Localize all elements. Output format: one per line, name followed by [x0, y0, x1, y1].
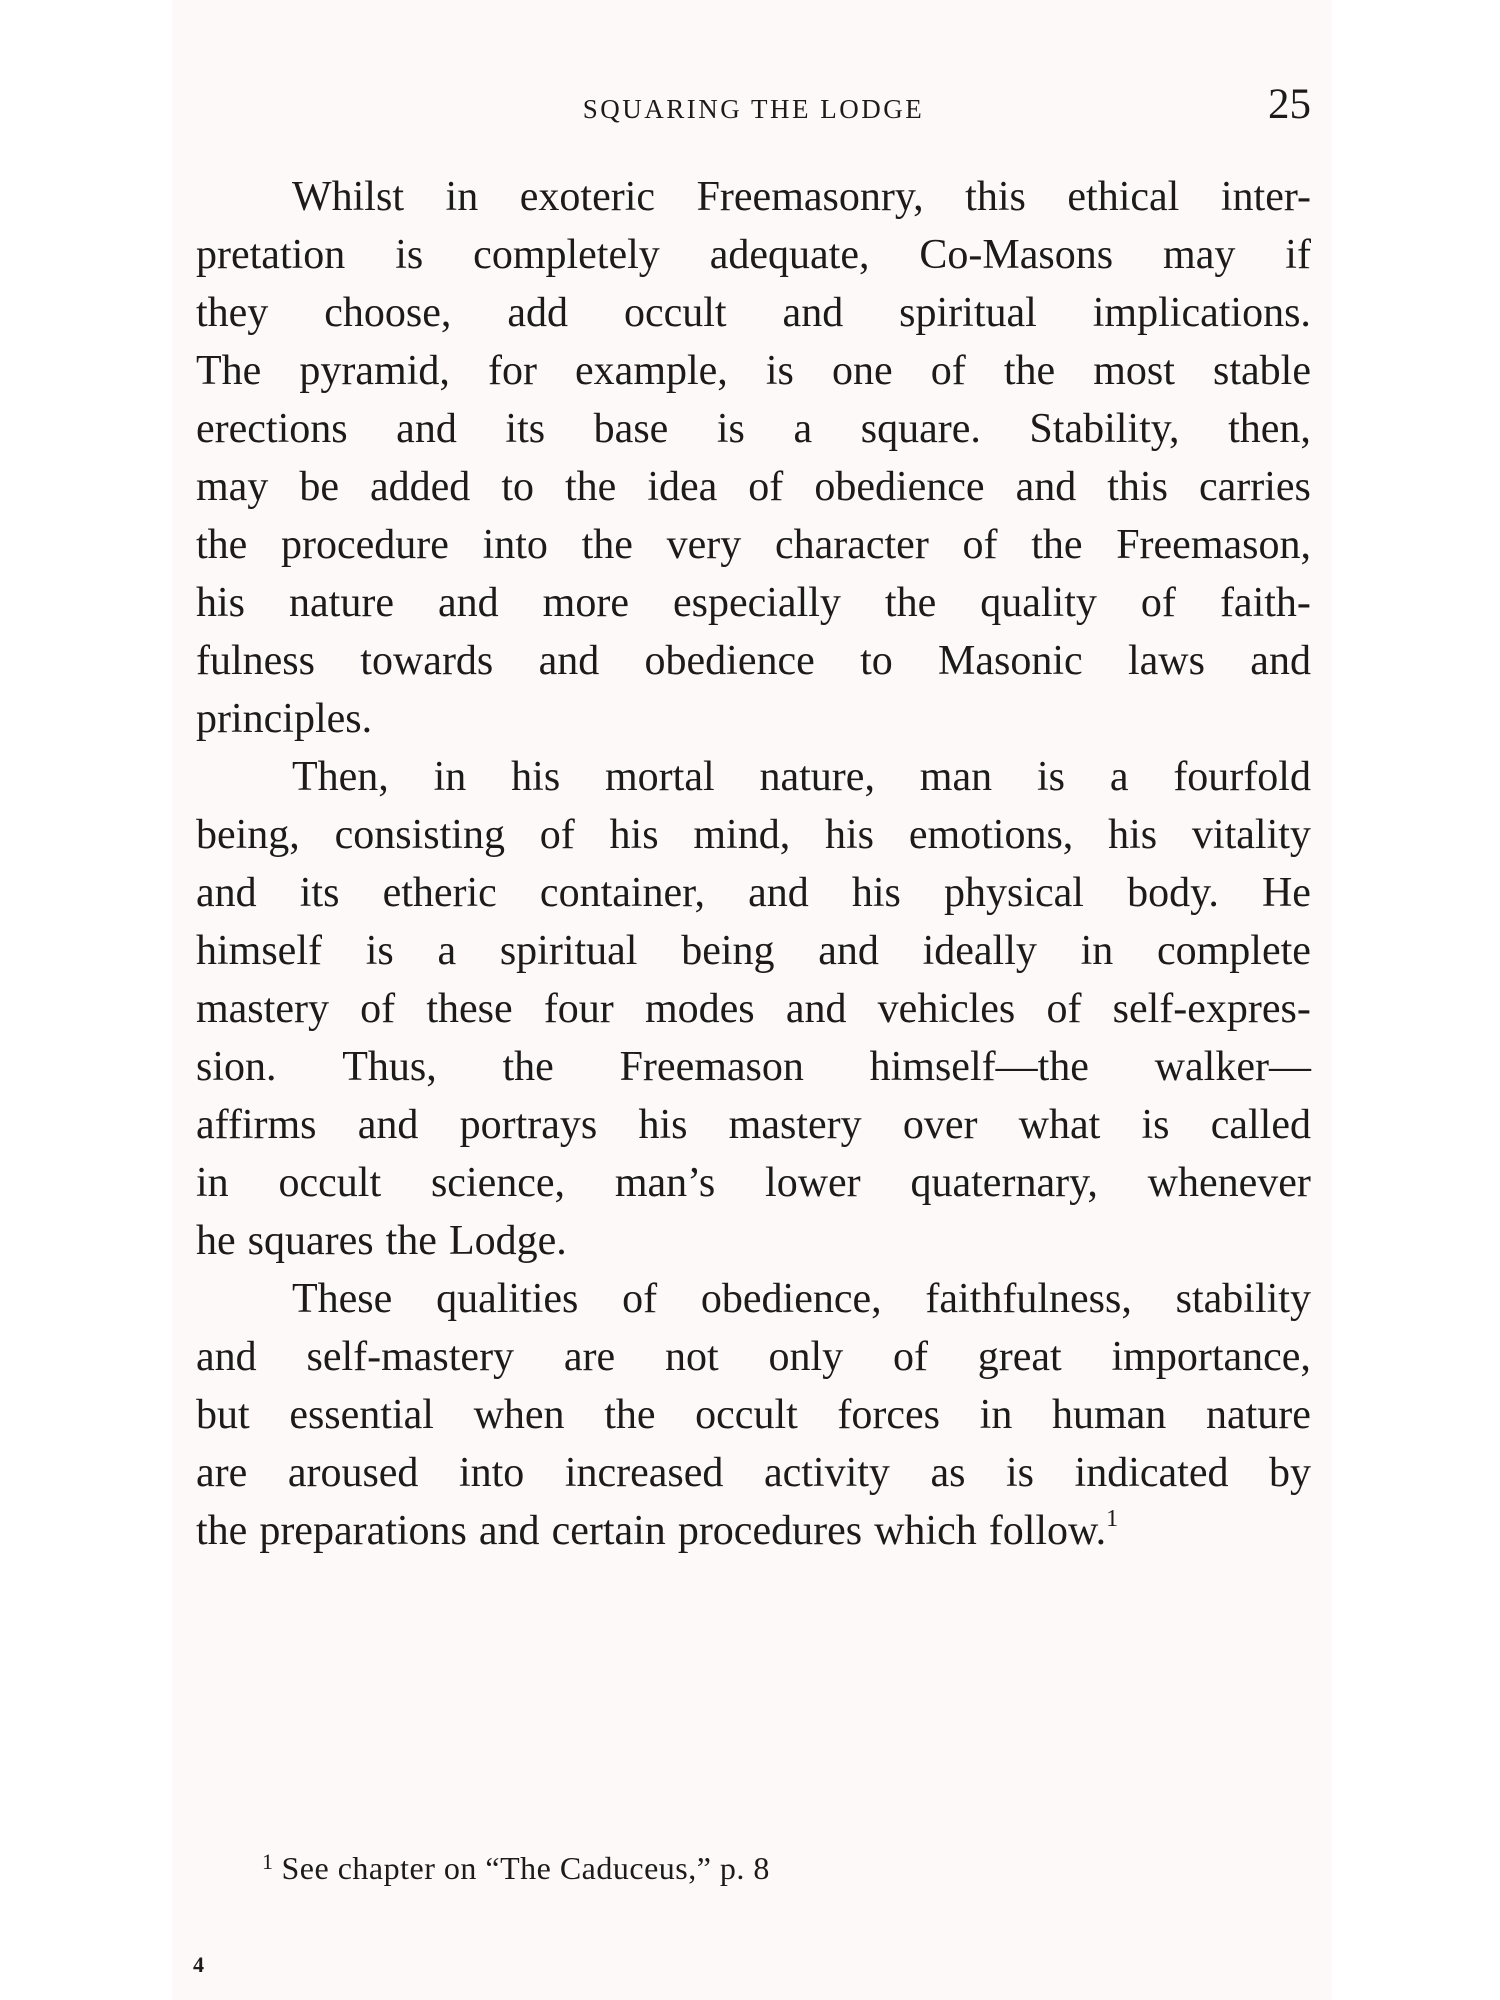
footnote-number: 1: [262, 1849, 274, 1874]
text-line: his nature and more especially the quality of faith-: [196, 580, 1311, 626]
text-line: pretation is completely adequate, Co-Masons may if: [196, 232, 1311, 278]
text-line: being, consisting of his mind, his emotions, his vitality: [196, 812, 1311, 858]
text-line: fulness towards and obedience to Masonic laws and: [196, 638, 1311, 684]
footnote: [262, 1849, 770, 1887]
page-number: 25: [1268, 81, 1311, 128]
text-line: he squares the Lodge.: [196, 1218, 567, 1264]
text-line: erections and its base is a square. Stability, then,: [196, 406, 1311, 452]
text-line: sion. Thus, the Freemason himself—the walker—: [196, 1044, 1311, 1090]
footnote-text: See chapter on “The Caduceus,” p. 8: [281, 1850, 770, 1886]
text-line: are aroused into increased activity as is indicated by: [196, 1450, 1311, 1496]
text-line: and its etheric container, and his physical body. He: [196, 870, 1311, 916]
text-line: they choose, add occult and spiritual implications.: [196, 290, 1311, 336]
text-line: Then, in his mortal nature, man is a fourfold: [292, 754, 1311, 800]
footnote-reference: 1: [1106, 1506, 1119, 1532]
text-line: himself is a spiritual being and ideally in complete: [196, 928, 1311, 974]
text-line: affirms and portrays his mastery over what is called: [196, 1102, 1311, 1148]
body-text: [196, 168, 1311, 1560]
text-line: mastery of these four modes and vehicles of self-expres-: [196, 986, 1311, 1032]
running-head: [196, 80, 1311, 140]
signature-mark: 4: [193, 1952, 204, 1977]
text-line: The pyramid, for example, is one of the most stable: [196, 348, 1311, 394]
text-line: These qualities of obedience, faithfulness, stability: [292, 1276, 1311, 1322]
text-line: but essential when the occult forces in human nature: [196, 1392, 1311, 1438]
text-line: principles.: [196, 696, 373, 742]
running-title: SQUARING THE LODGE: [582, 94, 925, 124]
text-line: in occult science, man’s lower quaternary, whenever: [196, 1160, 1311, 1206]
text-line: the preparations and certain procedures which follow.$^1$: [196, 1506, 1119, 1554]
text-line: and self-mastery are not only of great importance,: [196, 1334, 1311, 1380]
text-line: the procedure into the very character of the Freemason,: [196, 522, 1311, 568]
text-line: Whilst in exoteric Freemasonry, this ethical inter-: [292, 174, 1311, 220]
text-line: may be added to the idea of obedience and this carries: [196, 464, 1311, 510]
